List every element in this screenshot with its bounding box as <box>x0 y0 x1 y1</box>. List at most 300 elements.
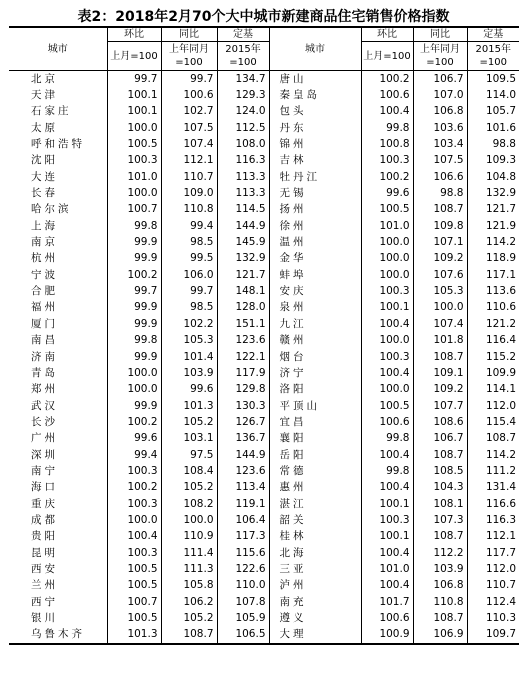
city-name-cell: 海口 <box>31 481 58 494</box>
yoy-value-cell: 103.6 <box>413 120 467 136</box>
city-name-cell: 天津 <box>31 89 58 102</box>
city-name-cell: 蚌埠 <box>269 267 361 283</box>
yoy-value-cell: 100.0 <box>161 512 217 528</box>
fixed-value-cell: 114.1 <box>467 382 519 398</box>
city-name-cell: 岳阳 <box>269 447 361 463</box>
yoy-value-cell: 108.7 <box>413 202 467 218</box>
mom-value-cell: 100.6 <box>361 610 413 626</box>
yoy-value-cell: 108.7 <box>161 627 217 644</box>
fixed-value-cell: 116.6 <box>467 496 519 512</box>
yoy-value-cell: 107.5 <box>413 153 467 169</box>
table-row <box>9 365 519 381</box>
city-name-cell: 泉州 <box>269 300 361 316</box>
mom-value-cell: 100.2 <box>361 71 413 88</box>
fixed-value-cell: 130.3 <box>217 398 269 414</box>
city-name-cell: 兰州 <box>31 579 58 592</box>
mom-value-cell: 99.8 <box>361 431 413 447</box>
fixed-value-cell: 113.4 <box>217 480 269 496</box>
mom-value-cell: 100.5 <box>361 202 413 218</box>
mom-value-cell: 100.5 <box>107 610 161 626</box>
fixed-value-cell: 115.2 <box>467 349 519 365</box>
mom-value-cell: 100.4 <box>361 578 413 594</box>
yoy-value-cell: 111.4 <box>161 545 217 561</box>
yoy-value-cell: 101.3 <box>161 398 217 414</box>
mom-value-cell: 99.7 <box>107 71 161 88</box>
yoy-value-cell: 109.0 <box>161 185 217 201</box>
table-row <box>9 480 519 496</box>
mom-value-cell: 100.4 <box>361 104 413 120</box>
mom-value-cell: 100.0 <box>361 267 413 283</box>
city-name-cell: 合肥 <box>31 285 58 298</box>
city-name-cell: 呼和浩特 <box>31 138 85 151</box>
city-name-cell: 包头 <box>269 104 361 120</box>
fixed-value-cell: 136.7 <box>217 431 269 447</box>
table-row <box>9 398 519 414</box>
fixed-value-cell: 117.1 <box>467 267 519 283</box>
fixed-value-cell: 116.3 <box>467 512 519 528</box>
city-name-cell: 惠州 <box>269 480 361 496</box>
mom-value-cell: 100.1 <box>107 87 161 103</box>
yoy-value-cell: 106.7 <box>413 431 467 447</box>
table-row <box>9 578 519 594</box>
fixed-value-cell: 112.1 <box>467 529 519 545</box>
yoy-value-cell: 112.2 <box>413 545 467 561</box>
fixed-value-cell: 128.0 <box>217 300 269 316</box>
city-name-cell: 深圳 <box>31 448 58 461</box>
mom-value-cell: 100.7 <box>107 202 161 218</box>
table-row <box>9 447 519 463</box>
fixed-value-cell: 121.7 <box>467 202 519 218</box>
city-name-cell: 广州 <box>31 432 58 445</box>
fixed-value-cell: 123.6 <box>217 333 269 349</box>
city-name-cell: 重庆 <box>31 497 58 510</box>
mom-value-cell: 100.4 <box>361 545 413 561</box>
header-mom-sub-left: 上月=100 <box>107 42 161 71</box>
city-name-cell: 北海 <box>269 545 361 561</box>
mom-value-cell: 100.3 <box>107 496 161 512</box>
mom-value-cell: 100.0 <box>361 382 413 398</box>
yoy-value-cell: 103.9 <box>413 561 467 577</box>
header-yoy-left: 同比 <box>161 27 217 42</box>
header-yoy-sub-left: 上年同月=100 <box>161 42 217 71</box>
city-name-cell: 乌鲁木齐 <box>9 627 107 644</box>
table-row <box>9 71 519 88</box>
mom-value-cell: 100.3 <box>107 545 161 561</box>
fixed-value-cell: 118.9 <box>467 251 519 267</box>
yoy-value-cell: 107.7 <box>413 398 467 414</box>
fixed-value-cell: 121.7 <box>217 267 269 283</box>
mom-value-cell: 99.7 <box>107 283 161 299</box>
fixed-value-cell: 109.5 <box>467 71 519 88</box>
city-name-cell: 北京 <box>31 72 58 85</box>
fixed-value-cell: 109.3 <box>467 153 519 169</box>
fixed-value-cell: 131.4 <box>467 480 519 496</box>
city-name-cell: 赣州 <box>269 333 361 349</box>
table-row <box>9 529 519 545</box>
mom-value-cell: 99.9 <box>107 234 161 250</box>
table-row <box>9 120 519 136</box>
mom-value-cell: 100.1 <box>361 496 413 512</box>
city-name-cell: 牡丹江 <box>269 169 361 185</box>
fixed-value-cell: 144.9 <box>217 447 269 463</box>
yoy-value-cell: 100.6 <box>161 87 217 103</box>
yoy-value-cell: 105.2 <box>161 414 217 430</box>
yoy-value-cell: 110.7 <box>161 169 217 185</box>
mom-value-cell: 100.3 <box>361 283 413 299</box>
table-row <box>9 545 519 561</box>
fixed-value-cell: 111.2 <box>467 463 519 479</box>
header-mom-right: 环比 <box>361 27 413 42</box>
yoy-value-cell: 106.8 <box>413 104 467 120</box>
city-name-cell: 宜昌 <box>269 414 361 430</box>
fixed-value-cell: 132.9 <box>217 251 269 267</box>
header-city-right: 城市 <box>269 27 361 71</box>
yoy-value-cell: 105.2 <box>161 610 217 626</box>
city-name-cell: 洛阳 <box>269 382 361 398</box>
yoy-value-cell: 98.8 <box>413 185 467 201</box>
table-row <box>9 234 519 250</box>
mom-value-cell: 101.7 <box>361 594 413 610</box>
city-name-cell: 贵阳 <box>31 530 58 543</box>
city-name-cell: 长沙 <box>31 415 58 428</box>
yoy-value-cell: 99.6 <box>161 382 217 398</box>
header-fixed-sub-right: 2015年=100 <box>467 42 519 71</box>
mom-value-cell: 100.7 <box>107 594 161 610</box>
table-row <box>9 414 519 430</box>
yoy-value-cell: 109.8 <box>413 218 467 234</box>
city-name-cell: 吉林 <box>269 153 361 169</box>
yoy-value-cell: 108.6 <box>413 414 467 430</box>
yoy-value-cell: 99.4 <box>161 218 217 234</box>
city-name-cell: 平顶山 <box>269 398 361 414</box>
yoy-value-cell: 108.7 <box>413 610 467 626</box>
mom-value-cell: 99.9 <box>107 316 161 332</box>
yoy-value-cell: 100.0 <box>413 300 467 316</box>
fixed-value-cell: 148.1 <box>217 283 269 299</box>
city-name-cell: 锦州 <box>269 136 361 152</box>
mom-value-cell: 100.0 <box>361 333 413 349</box>
table-row <box>9 316 519 332</box>
city-name-cell: 唐山 <box>269 71 361 88</box>
yoy-value-cell: 109.2 <box>413 251 467 267</box>
fixed-value-cell: 126.7 <box>217 414 269 430</box>
mom-value-cell: 101.0 <box>361 561 413 577</box>
mom-value-cell: 100.4 <box>361 316 413 332</box>
fixed-value-cell: 124.0 <box>217 104 269 120</box>
city-name-cell: 丹东 <box>269 120 361 136</box>
yoy-value-cell: 106.6 <box>413 169 467 185</box>
yoy-value-cell: 102.2 <box>161 316 217 332</box>
yoy-value-cell: 106.8 <box>413 578 467 594</box>
yoy-value-cell: 111.3 <box>161 561 217 577</box>
fixed-value-cell: 113.3 <box>217 169 269 185</box>
yoy-value-cell: 98.5 <box>161 234 217 250</box>
yoy-value-cell: 109.2 <box>413 382 467 398</box>
mom-value-cell: 100.2 <box>107 267 161 283</box>
city-name-cell: 桂林 <box>269 529 361 545</box>
fixed-value-cell: 112.5 <box>217 120 269 136</box>
yoy-value-cell: 99.7 <box>161 71 217 88</box>
header-fixed-right: 定基 <box>467 27 519 42</box>
yoy-value-cell: 103.4 <box>413 136 467 152</box>
mom-value-cell: 99.8 <box>361 463 413 479</box>
yoy-value-cell: 108.7 <box>413 349 467 365</box>
city-name-cell: 南宁 <box>31 464 58 477</box>
yoy-value-cell: 106.0 <box>161 267 217 283</box>
fixed-value-cell: 132.9 <box>467 185 519 201</box>
mom-value-cell: 100.4 <box>361 480 413 496</box>
fixed-value-cell: 134.7 <box>217 71 269 88</box>
mom-value-cell: 100.5 <box>107 578 161 594</box>
table-row <box>9 136 519 152</box>
yoy-value-cell: 105.8 <box>161 578 217 594</box>
mom-value-cell: 99.9 <box>107 349 161 365</box>
header-yoy-sub-right: 上年同月=100 <box>413 42 467 71</box>
city-name-cell: 武汉 <box>31 399 58 412</box>
mom-value-cell: 100.4 <box>107 529 161 545</box>
mom-value-cell: 99.9 <box>107 300 161 316</box>
header-mom-left: 环比 <box>107 27 161 42</box>
fixed-value-cell: 110.7 <box>467 578 519 594</box>
yoy-value-cell: 108.1 <box>413 496 467 512</box>
mom-value-cell: 99.6 <box>361 185 413 201</box>
fixed-value-cell: 129.8 <box>217 382 269 398</box>
fixed-value-cell: 117.3 <box>217 529 269 545</box>
mom-value-cell: 100.2 <box>107 480 161 496</box>
yoy-value-cell: 99.7 <box>161 283 217 299</box>
mom-value-cell: 100.0 <box>107 382 161 398</box>
mom-value-cell: 100.0 <box>361 251 413 267</box>
yoy-value-cell: 101.8 <box>413 333 467 349</box>
fixed-value-cell: 116.3 <box>217 153 269 169</box>
price-index-table <box>9 26 519 645</box>
yoy-value-cell: 106.9 <box>413 627 467 644</box>
city-name-cell: 九江 <box>269 316 361 332</box>
fixed-value-cell: 145.9 <box>217 234 269 250</box>
city-name-cell: 南充 <box>269 594 361 610</box>
city-name-cell: 长春 <box>31 187 58 200</box>
mom-value-cell: 101.0 <box>107 169 161 185</box>
table-row <box>9 300 519 316</box>
table-row <box>9 267 519 283</box>
city-name-cell: 济宁 <box>269 365 361 381</box>
yoy-value-cell: 101.4 <box>161 349 217 365</box>
yoy-value-cell: 110.8 <box>413 594 467 610</box>
city-name-cell: 杭州 <box>31 252 58 265</box>
mom-value-cell: 100.3 <box>361 512 413 528</box>
city-name-cell: 昆明 <box>31 546 58 559</box>
table-row <box>9 512 519 528</box>
fixed-value-cell: 104.8 <box>467 169 519 185</box>
city-name-cell: 温州 <box>269 234 361 250</box>
yoy-value-cell: 108.7 <box>413 447 467 463</box>
mom-value-cell: 100.5 <box>107 136 161 152</box>
table-row <box>9 153 519 169</box>
header-city-left: 城市 <box>9 27 107 71</box>
fixed-value-cell: 123.6 <box>217 463 269 479</box>
table-row <box>9 218 519 234</box>
mom-value-cell: 100.2 <box>361 169 413 185</box>
table-row <box>9 87 519 103</box>
fixed-value-cell: 119.1 <box>217 496 269 512</box>
table-row <box>9 251 519 267</box>
city-name-cell: 泸州 <box>269 578 361 594</box>
city-name-cell: 韶关 <box>269 512 361 528</box>
mom-value-cell: 100.0 <box>107 512 161 528</box>
table-body <box>9 71 519 645</box>
fixed-value-cell: 112.0 <box>467 561 519 577</box>
table-row <box>9 169 519 185</box>
mom-value-cell: 101.3 <box>107 627 161 644</box>
fixed-value-cell: 106.4 <box>217 512 269 528</box>
yoy-value-cell: 102.7 <box>161 104 217 120</box>
city-name-cell: 常德 <box>269 463 361 479</box>
city-name-cell: 上海 <box>31 219 58 232</box>
yoy-value-cell: 108.4 <box>161 463 217 479</box>
fixed-value-cell: 98.8 <box>467 136 519 152</box>
city-name-cell: 大连 <box>31 170 58 183</box>
fixed-value-cell: 108.7 <box>467 431 519 447</box>
header-mom-sub-right: 上月=100 <box>361 42 413 71</box>
fixed-value-cell: 108.0 <box>217 136 269 152</box>
fixed-value-cell: 110.3 <box>467 610 519 626</box>
yoy-value-cell: 106.2 <box>161 594 217 610</box>
fixed-value-cell: 114.2 <box>467 447 519 463</box>
table-title: 表2：2018年2月70个大中城市新建商品住宅销售价格指数 <box>77 9 450 25</box>
table-row <box>9 283 519 299</box>
table-row <box>9 496 519 512</box>
fixed-value-cell: 110.6 <box>467 300 519 316</box>
yoy-value-cell: 99.5 <box>161 251 217 267</box>
fixed-value-cell: 122.6 <box>217 561 269 577</box>
yoy-value-cell: 110.8 <box>161 202 217 218</box>
table-row <box>9 104 519 120</box>
city-name-cell: 秦皇岛 <box>269 87 361 103</box>
mom-value-cell: 100.0 <box>107 120 161 136</box>
yoy-value-cell: 110.9 <box>161 529 217 545</box>
table-row <box>9 463 519 479</box>
city-name-cell: 沈阳 <box>31 154 58 167</box>
mom-value-cell: 99.8 <box>107 218 161 234</box>
fixed-value-cell: 114.2 <box>467 234 519 250</box>
city-name-cell: 安庆 <box>269 283 361 299</box>
yoy-value-cell: 106.7 <box>413 71 467 88</box>
table-row <box>9 561 519 577</box>
yoy-value-cell: 97.5 <box>161 447 217 463</box>
yoy-value-cell: 109.1 <box>413 365 467 381</box>
header-fixed-sub-left: 2015年=100 <box>217 42 269 71</box>
mom-value-cell: 100.4 <box>361 447 413 463</box>
table-row <box>9 202 519 218</box>
mom-value-cell: 100.0 <box>107 185 161 201</box>
mom-value-cell: 100.8 <box>361 136 413 152</box>
mom-value-cell: 101.0 <box>361 218 413 234</box>
city-name-cell: 湛江 <box>269 496 361 512</box>
fixed-value-cell: 114.5 <box>217 202 269 218</box>
fixed-value-cell: 117.7 <box>467 545 519 561</box>
fixed-value-cell: 113.6 <box>467 283 519 299</box>
table-row <box>9 333 519 349</box>
yoy-value-cell: 112.1 <box>161 153 217 169</box>
fixed-value-cell: 101.6 <box>467 120 519 136</box>
mom-value-cell: 100.4 <box>361 365 413 381</box>
city-name-cell: 郑州 <box>31 383 58 396</box>
city-name-cell: 哈尔滨 <box>31 203 72 216</box>
city-name-cell: 宁波 <box>31 268 58 281</box>
mom-value-cell: 99.4 <box>107 447 161 463</box>
city-name-cell: 扬州 <box>269 202 361 218</box>
city-name-cell: 济南 <box>31 350 58 363</box>
fixed-value-cell: 110.0 <box>217 578 269 594</box>
table-row <box>9 431 519 447</box>
fixed-value-cell: 113.3 <box>217 185 269 201</box>
city-name-cell: 银川 <box>31 612 58 625</box>
mom-value-cell: 99.6 <box>107 431 161 447</box>
fixed-value-cell: 121.9 <box>467 218 519 234</box>
yoy-value-cell: 103.9 <box>161 365 217 381</box>
yoy-value-cell: 104.3 <box>413 480 467 496</box>
fixed-value-cell: 115.4 <box>467 414 519 430</box>
city-name-cell: 西宁 <box>31 595 58 608</box>
mom-value-cell: 100.3 <box>107 153 161 169</box>
city-name-cell: 南京 <box>31 236 58 249</box>
yoy-value-cell: 105.2 <box>161 480 217 496</box>
city-name-cell: 三亚 <box>269 561 361 577</box>
mom-value-cell: 100.6 <box>361 87 413 103</box>
mom-value-cell: 100.6 <box>361 414 413 430</box>
city-name-cell: 青岛 <box>31 366 58 379</box>
fixed-value-cell: 144.9 <box>217 218 269 234</box>
header-yoy-right: 同比 <box>413 27 467 42</box>
yoy-value-cell: 107.3 <box>413 512 467 528</box>
fixed-value-cell: 109.9 <box>467 365 519 381</box>
mom-value-cell: 100.5 <box>361 398 413 414</box>
fixed-value-cell: 106.5 <box>217 627 269 644</box>
header-fixed-left: 定基 <box>217 27 269 42</box>
mom-value-cell: 100.1 <box>107 104 161 120</box>
mom-value-cell: 100.3 <box>361 153 413 169</box>
fixed-value-cell: 105.9 <box>217 610 269 626</box>
fixed-value-cell: 151.1 <box>217 316 269 332</box>
yoy-value-cell: 103.1 <box>161 431 217 447</box>
mom-value-cell: 100.1 <box>361 529 413 545</box>
table-row <box>9 594 519 610</box>
fixed-value-cell: 116.4 <box>467 333 519 349</box>
yoy-value-cell: 108.5 <box>413 463 467 479</box>
yoy-value-cell: 105.3 <box>161 333 217 349</box>
mom-value-cell: 100.0 <box>361 234 413 250</box>
mom-value-cell: 100.2 <box>107 414 161 430</box>
city-name-cell: 西安 <box>31 562 58 575</box>
city-name-cell: 厦门 <box>31 317 58 330</box>
fixed-value-cell: 112.4 <box>467 594 519 610</box>
table-row <box>9 349 519 365</box>
city-name-cell: 徐州 <box>269 218 361 234</box>
city-name-cell: 无锡 <box>269 185 361 201</box>
city-name-cell: 石家庄 <box>31 105 72 118</box>
table-row <box>9 610 519 626</box>
yoy-value-cell: 107.6 <box>413 267 467 283</box>
table-row <box>9 627 519 644</box>
fixed-value-cell: 114.0 <box>467 87 519 103</box>
fixed-value-cell: 117.9 <box>217 365 269 381</box>
city-name-cell: 金华 <box>269 251 361 267</box>
yoy-value-cell: 107.1 <box>413 234 467 250</box>
fixed-value-cell: 107.8 <box>217 594 269 610</box>
table-row <box>9 185 519 201</box>
fixed-value-cell: 122.1 <box>217 349 269 365</box>
yoy-value-cell: 98.5 <box>161 300 217 316</box>
